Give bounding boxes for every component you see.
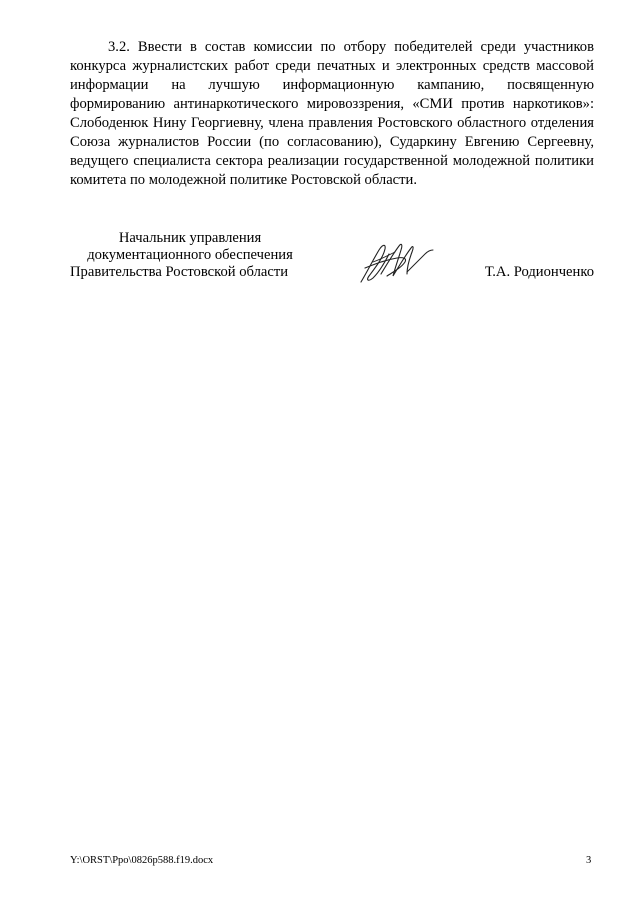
signatory-position xyxy=(70,230,310,281)
page-number: 3 xyxy=(586,855,592,866)
footer-file-path: Y:\ORST\Ppo\0826p588.f19.docx xyxy=(70,855,214,866)
signatory-name: Т.А. Родионченко xyxy=(484,264,594,280)
handwritten-signature xyxy=(355,238,435,286)
position-line-1: Начальник управления xyxy=(118,230,262,246)
position-line-2: документационного обеспечения xyxy=(87,247,293,263)
position-line-3: Правительства Ростовской области xyxy=(70,264,289,280)
signature-block xyxy=(70,230,594,290)
paragraph-3-2: 3.2. Ввести в состав комиссии по отбору победителей среди участников конкурса журналистских работ среди печатных и электронных средств массовой информации на лучшую информационную кампанию, посвященную формированию антинаркотического мировоззрения, «СМИ против наркотиков»: Слободенюк Нину Георгиевну, члена правления Ростовского областного отделения Союза журналистов России (по согласованию), Сударкину Евгению Сергеевну, ведущего специалиста сектора реализации государственной молодежной политики комитета по молодежной политике Ростовской области. xyxy=(70,39,594,188)
